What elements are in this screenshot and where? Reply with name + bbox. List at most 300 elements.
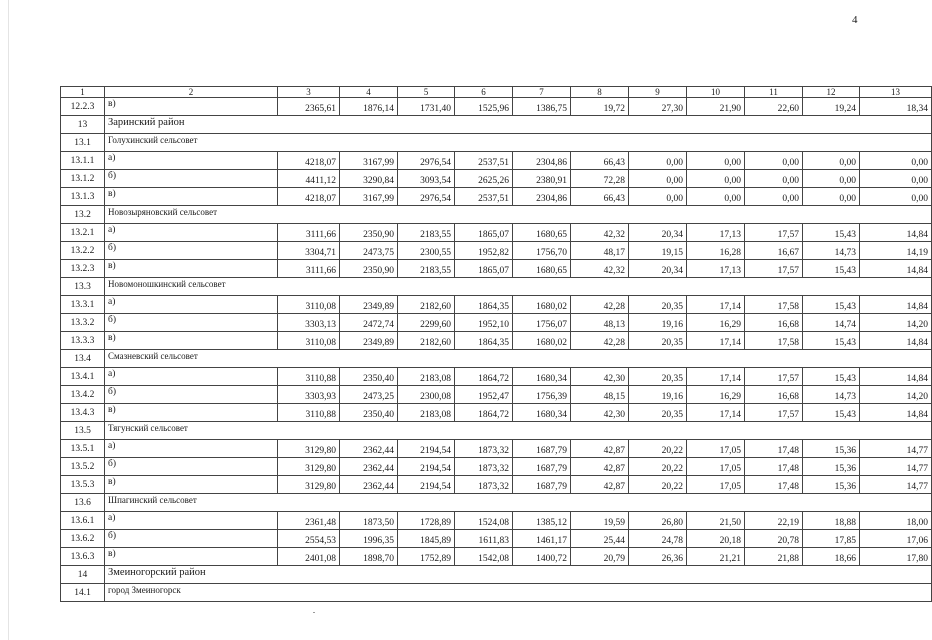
value-cell: 2401,08: [278, 548, 340, 566]
district-row: [61, 566, 932, 584]
table-row: [61, 242, 932, 260]
value-cell: 2361,48: [278, 512, 340, 530]
page-number: 4: [852, 14, 858, 26]
value-cell: 42,32: [571, 260, 629, 278]
variant-label: б): [105, 530, 278, 548]
value-cell: 3110,88: [278, 368, 340, 386]
value-cell: 1845,89: [398, 530, 455, 548]
column-number-cell: 4: [340, 87, 398, 98]
value-cell: 15,43: [803, 404, 860, 422]
district-name: Заринский район: [105, 116, 932, 134]
value-cell: 1996,35: [340, 530, 398, 548]
table-row: [61, 404, 932, 422]
value-cell: 1952,47: [455, 386, 513, 404]
value-cell: 3290,84: [340, 170, 398, 188]
council-row: [61, 350, 932, 368]
value-cell: 0,00: [803, 152, 860, 170]
row-code: 13.2.2: [61, 242, 105, 260]
value-cell: 1542,08: [455, 548, 513, 566]
value-cell: 2194,54: [398, 440, 455, 458]
value-cell: 17,05: [687, 458, 745, 476]
row-code: 13.5.3: [61, 476, 105, 494]
value-cell: 20,18: [687, 530, 745, 548]
value-cell: 1864,72: [455, 404, 513, 422]
value-cell: 19,59: [571, 512, 629, 530]
value-cell: 2300,08: [398, 386, 455, 404]
value-cell: 0,00: [745, 188, 803, 206]
value-cell: 19,16: [629, 314, 687, 332]
value-cell: 1385,12: [513, 512, 571, 530]
value-cell: 20,35: [629, 368, 687, 386]
value-cell: 15,36: [803, 440, 860, 458]
value-cell: 21,90: [687, 98, 745, 116]
value-cell: 15,43: [803, 224, 860, 242]
value-cell: 17,13: [687, 224, 745, 242]
table-row: [61, 476, 932, 494]
value-cell: 17,48: [745, 458, 803, 476]
row-code: 13.3.2: [61, 314, 105, 332]
value-cell: 15,36: [803, 458, 860, 476]
value-cell: 1756,07: [513, 314, 571, 332]
row-code: 13.5.2: [61, 458, 105, 476]
value-cell: 21,88: [745, 548, 803, 566]
value-cell: 1680,34: [513, 404, 571, 422]
value-cell: 72,28: [571, 170, 629, 188]
value-cell: 2362,44: [340, 458, 398, 476]
value-cell: 20,34: [629, 260, 687, 278]
value-cell: 1386,75: [513, 98, 571, 116]
value-cell: 48,13: [571, 314, 629, 332]
value-cell: 1611,83: [455, 530, 513, 548]
value-cell: 3167,99: [340, 188, 398, 206]
value-cell: 2300,55: [398, 242, 455, 260]
value-cell: 27,30: [629, 98, 687, 116]
value-cell: 17,48: [745, 440, 803, 458]
value-cell: 0,00: [745, 152, 803, 170]
value-cell: 19,72: [571, 98, 629, 116]
value-cell: 16,29: [687, 314, 745, 332]
value-cell: 17,57: [745, 368, 803, 386]
variant-label: б): [105, 314, 278, 332]
value-cell: 0,00: [629, 170, 687, 188]
value-cell: 19,15: [629, 242, 687, 260]
row-code: 13.1.3: [61, 188, 105, 206]
column-number-cell: 9: [629, 87, 687, 98]
row-code: 13.4.2: [61, 386, 105, 404]
council-name: Новозыряновский сельсовет: [105, 206, 932, 224]
table-row: [61, 386, 932, 404]
value-cell: 26,36: [629, 548, 687, 566]
value-cell: 3167,99: [340, 152, 398, 170]
row-code: 13.6: [61, 494, 105, 512]
value-cell: 20,22: [629, 458, 687, 476]
row-code: 13.2.3: [61, 260, 105, 278]
variant-label: в): [105, 404, 278, 422]
value-cell: 4411,12: [278, 170, 340, 188]
council-name: Голухинский сельсовет: [105, 134, 932, 152]
variant-label: б): [105, 458, 278, 476]
value-cell: 3303,13: [278, 314, 340, 332]
variant-label: б): [105, 170, 278, 188]
value-cell: 4218,07: [278, 188, 340, 206]
value-cell: 42,28: [571, 332, 629, 350]
value-cell: 16,28: [687, 242, 745, 260]
value-cell: 15,43: [803, 296, 860, 314]
council-name: Шпагинский сельсовет: [105, 494, 932, 512]
value-cell: 1680,65: [513, 260, 571, 278]
value-cell: 2362,44: [340, 440, 398, 458]
column-number-cell: 8: [571, 87, 629, 98]
table-row: [61, 314, 932, 332]
value-cell: 42,30: [571, 368, 629, 386]
value-cell: 14,74: [803, 314, 860, 332]
value-cell: 26,80: [629, 512, 687, 530]
row-code: 13.6.2: [61, 530, 105, 548]
row-code: 13.1.1: [61, 152, 105, 170]
tariff-table: [60, 86, 932, 602]
value-cell: 3110,08: [278, 296, 340, 314]
value-cell: 2365,61: [278, 98, 340, 116]
value-cell: 2350,40: [340, 368, 398, 386]
value-cell: 17,48: [745, 476, 803, 494]
value-cell: 25,44: [571, 530, 629, 548]
value-cell: 2183,55: [398, 260, 455, 278]
value-cell: 0,00: [860, 170, 932, 188]
row-code: 13.3.1: [61, 296, 105, 314]
table-row: [61, 188, 932, 206]
value-cell: 1687,79: [513, 476, 571, 494]
variant-label: а): [105, 296, 278, 314]
value-cell: 20,22: [629, 440, 687, 458]
value-cell: 20,35: [629, 332, 687, 350]
value-cell: 1731,40: [398, 98, 455, 116]
value-cell: 42,28: [571, 296, 629, 314]
value-cell: 15,43: [803, 332, 860, 350]
value-cell: 17,14: [687, 296, 745, 314]
variant-label: в): [105, 548, 278, 566]
value-cell: 1952,82: [455, 242, 513, 260]
value-cell: 2182,60: [398, 296, 455, 314]
council-name: Тягунский сельсовет: [105, 422, 932, 440]
column-number-cell: 5: [398, 87, 455, 98]
value-cell: 3110,08: [278, 332, 340, 350]
value-cell: 0,00: [687, 152, 745, 170]
value-cell: 14,84: [860, 404, 932, 422]
scan-artifact: [313, 612, 315, 613]
value-cell: 2299,60: [398, 314, 455, 332]
value-cell: 1680,02: [513, 332, 571, 350]
value-cell: 20,34: [629, 224, 687, 242]
value-cell: 2182,60: [398, 332, 455, 350]
variant-label: а): [105, 512, 278, 530]
value-cell: 14,73: [803, 242, 860, 260]
value-cell: 17,80: [860, 548, 932, 566]
value-cell: 3110,88: [278, 404, 340, 422]
council-name: Новомоношкинский сельсовет: [105, 278, 932, 296]
value-cell: 2349,89: [340, 296, 398, 314]
table-row: [61, 512, 932, 530]
value-cell: 0,00: [803, 170, 860, 188]
row-code: 13.5: [61, 422, 105, 440]
table-row: [61, 332, 932, 350]
value-cell: 1680,34: [513, 368, 571, 386]
value-cell: 2349,89: [340, 332, 398, 350]
value-cell: 48,17: [571, 242, 629, 260]
value-cell: 0,00: [745, 170, 803, 188]
value-cell: 17,05: [687, 476, 745, 494]
value-cell: 0,00: [629, 152, 687, 170]
table-row: [61, 530, 932, 548]
value-cell: 1680,65: [513, 224, 571, 242]
value-cell: 66,43: [571, 152, 629, 170]
table-body: [61, 87, 932, 602]
row-code: 13.4.3: [61, 404, 105, 422]
value-cell: 17,14: [687, 332, 745, 350]
value-cell: 2976,54: [398, 188, 455, 206]
value-cell: 18,00: [860, 512, 932, 530]
district-name: Змеиногорский район: [105, 566, 932, 584]
value-cell: 14,20: [860, 314, 932, 332]
row-code: 13.4: [61, 350, 105, 368]
value-cell: 48,15: [571, 386, 629, 404]
value-cell: 2183,08: [398, 368, 455, 386]
value-cell: 14,84: [860, 296, 932, 314]
council-row: [61, 494, 932, 512]
value-cell: 17,58: [745, 332, 803, 350]
row-code: 13: [61, 116, 105, 134]
value-cell: 3111,66: [278, 224, 340, 242]
value-cell: 1876,14: [340, 98, 398, 116]
table-row: [61, 170, 932, 188]
value-cell: 2194,54: [398, 476, 455, 494]
value-cell: 0,00: [629, 188, 687, 206]
row-code: 13.2: [61, 206, 105, 224]
value-cell: 17,05: [687, 440, 745, 458]
value-cell: 3303,93: [278, 386, 340, 404]
column-number-cell: 6: [455, 87, 513, 98]
council-name: Смазневский сельсовет: [105, 350, 932, 368]
value-cell: 2304,86: [513, 188, 571, 206]
variant-label: а): [105, 224, 278, 242]
district-row: [61, 116, 932, 134]
value-cell: 16,68: [745, 386, 803, 404]
value-cell: 14,77: [860, 458, 932, 476]
value-cell: 20,78: [745, 530, 803, 548]
council-row: [61, 134, 932, 152]
value-cell: 42,30: [571, 404, 629, 422]
value-cell: 1864,35: [455, 332, 513, 350]
value-cell: 1864,35: [455, 296, 513, 314]
variant-label: а): [105, 440, 278, 458]
variant-label: в): [105, 476, 278, 494]
value-cell: 1524,08: [455, 512, 513, 530]
variant-label: в): [105, 260, 278, 278]
value-cell: 20,22: [629, 476, 687, 494]
value-cell: 2625,26: [455, 170, 513, 188]
variant-label: в): [105, 332, 278, 350]
table-row: [61, 224, 932, 242]
value-cell: 24,78: [629, 530, 687, 548]
column-number-row: [61, 87, 932, 98]
value-cell: 1728,89: [398, 512, 455, 530]
value-cell: 1687,79: [513, 440, 571, 458]
value-cell: 2473,25: [340, 386, 398, 404]
value-cell: 14,84: [860, 260, 932, 278]
table-row: [61, 260, 932, 278]
value-cell: 22,60: [745, 98, 803, 116]
value-cell: 0,00: [687, 188, 745, 206]
table-row: [61, 152, 932, 170]
row-code: 14: [61, 566, 105, 584]
value-cell: 1756,39: [513, 386, 571, 404]
table-row: [61, 440, 932, 458]
value-cell: 14,77: [860, 440, 932, 458]
value-cell: 2350,90: [340, 260, 398, 278]
value-cell: 42,87: [571, 476, 629, 494]
value-cell: 15,43: [803, 260, 860, 278]
table-row: [61, 548, 932, 566]
value-cell: 1400,72: [513, 548, 571, 566]
value-cell: 18,66: [803, 548, 860, 566]
value-cell: 4218,07: [278, 152, 340, 170]
value-cell: 1865,07: [455, 224, 513, 242]
value-cell: 3093,54: [398, 170, 455, 188]
row-code: 13.6.3: [61, 548, 105, 566]
value-cell: 1752,89: [398, 548, 455, 566]
value-cell: 17,14: [687, 404, 745, 422]
value-cell: 0,00: [687, 170, 745, 188]
row-code: 13.4.1: [61, 368, 105, 386]
council-row: [61, 206, 932, 224]
value-cell: 1873,32: [455, 476, 513, 494]
value-cell: 16,68: [745, 314, 803, 332]
value-cell: 17,58: [745, 296, 803, 314]
variant-label: в): [105, 98, 278, 116]
value-cell: 42,87: [571, 458, 629, 476]
value-cell: 1461,17: [513, 530, 571, 548]
table-row: [61, 296, 932, 314]
value-cell: 14,73: [803, 386, 860, 404]
council-row: [61, 278, 932, 296]
value-cell: 20,35: [629, 404, 687, 422]
value-cell: 14,77: [860, 476, 932, 494]
value-cell: 16,67: [745, 242, 803, 260]
value-cell: 15,43: [803, 368, 860, 386]
value-cell: 0,00: [803, 188, 860, 206]
value-cell: 14,84: [860, 368, 932, 386]
value-cell: 66,43: [571, 188, 629, 206]
column-number-cell: 10: [687, 87, 745, 98]
value-cell: 22,19: [745, 512, 803, 530]
council-name: город Змеиногорск: [105, 584, 932, 602]
value-cell: 2362,44: [340, 476, 398, 494]
value-cell: 17,57: [745, 224, 803, 242]
value-cell: 3304,71: [278, 242, 340, 260]
row-code: 13.3: [61, 278, 105, 296]
value-cell: 1680,02: [513, 296, 571, 314]
value-cell: 18,88: [803, 512, 860, 530]
value-cell: 21,21: [687, 548, 745, 566]
column-number-cell: 2: [105, 87, 278, 98]
column-number-cell: 12: [803, 87, 860, 98]
value-cell: 1873,32: [455, 458, 513, 476]
value-cell: 2976,54: [398, 152, 455, 170]
value-cell: 2194,54: [398, 458, 455, 476]
value-cell: 14,84: [860, 224, 932, 242]
value-cell: 17,85: [803, 530, 860, 548]
value-cell: 14,20: [860, 386, 932, 404]
variant-label: б): [105, 242, 278, 260]
value-cell: 14,19: [860, 242, 932, 260]
value-cell: 42,32: [571, 224, 629, 242]
value-cell: 2183,08: [398, 404, 455, 422]
value-cell: 0,00: [860, 188, 932, 206]
variant-label: в): [105, 188, 278, 206]
value-cell: 3129,80: [278, 458, 340, 476]
scan-edge: [8, 0, 9, 640]
row-code: 13.3.3: [61, 332, 105, 350]
value-cell: 19,24: [803, 98, 860, 116]
value-cell: 2472,74: [340, 314, 398, 332]
column-number-cell: 3: [278, 87, 340, 98]
value-cell: 18,34: [860, 98, 932, 116]
value-cell: 2380,91: [513, 170, 571, 188]
value-cell: 1687,79: [513, 458, 571, 476]
value-cell: 2183,55: [398, 224, 455, 242]
variant-label: а): [105, 368, 278, 386]
value-cell: 2554,53: [278, 530, 340, 548]
row-code: 13.1.2: [61, 170, 105, 188]
table-row: [61, 98, 932, 116]
value-cell: 42,87: [571, 440, 629, 458]
value-cell: 20,35: [629, 296, 687, 314]
value-cell: 1864,72: [455, 368, 513, 386]
value-cell: 1873,50: [340, 512, 398, 530]
row-code: 13.6.1: [61, 512, 105, 530]
value-cell: 19,16: [629, 386, 687, 404]
value-cell: 16,29: [687, 386, 745, 404]
value-cell: 2537,51: [455, 152, 513, 170]
council-row: [61, 584, 932, 602]
row-code: 13.2.1: [61, 224, 105, 242]
value-cell: 17,13: [687, 260, 745, 278]
value-cell: 0,00: [860, 152, 932, 170]
value-cell: 1525,96: [455, 98, 513, 116]
value-cell: 21,50: [687, 512, 745, 530]
value-cell: 3129,80: [278, 476, 340, 494]
column-number-cell: 7: [513, 87, 571, 98]
value-cell: 3111,66: [278, 260, 340, 278]
row-code: 13.1: [61, 134, 105, 152]
table-row: [61, 368, 932, 386]
column-number-cell: 11: [745, 87, 803, 98]
value-cell: 20,79: [571, 548, 629, 566]
value-cell: 14,84: [860, 332, 932, 350]
value-cell: 17,57: [745, 260, 803, 278]
value-cell: 1898,70: [340, 548, 398, 566]
column-number-cell: 13: [860, 87, 932, 98]
value-cell: 17,06: [860, 530, 932, 548]
value-cell: 2350,40: [340, 404, 398, 422]
value-cell: 15,36: [803, 476, 860, 494]
value-cell: 1756,70: [513, 242, 571, 260]
value-cell: 17,14: [687, 368, 745, 386]
row-code: 14.1: [61, 584, 105, 602]
variant-label: б): [105, 386, 278, 404]
value-cell: 17,57: [745, 404, 803, 422]
variant-label: а): [105, 152, 278, 170]
value-cell: 2473,75: [340, 242, 398, 260]
